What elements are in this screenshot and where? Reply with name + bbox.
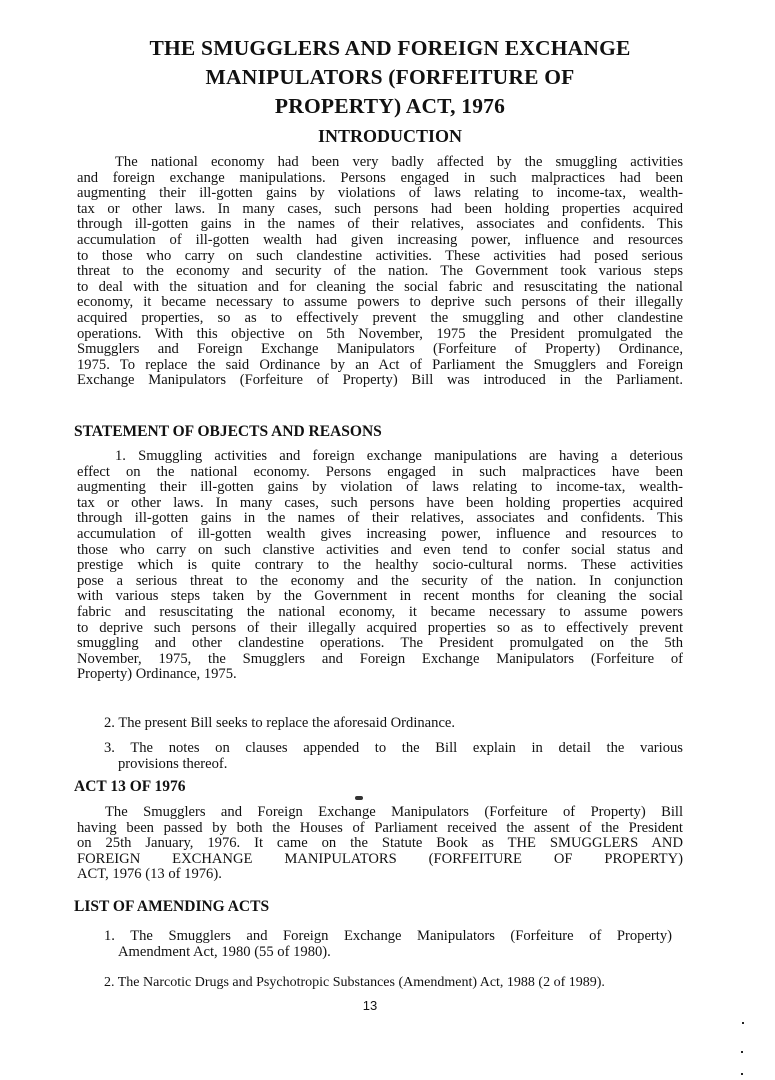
text-line: 1. Smuggling activities and foreign exchange manipulations are having a deterious [115, 448, 683, 464]
text-line: tax or other laws. In many cases, such persons had been holding properties acquired [77, 200, 683, 217]
text-line: through ill-gotten gains in the names of their relatives, associates and confidents. This [77, 216, 683, 233]
text-line: 3. The notes on clauses appended to the Bill explain in detail the various [104, 740, 683, 756]
page-number: 13 [362, 998, 378, 1013]
text-line: Property) Ordinance, 1975. [77, 666, 237, 683]
act-paragraph [77, 805, 683, 883]
text-line: with various steps taken by the Government in recent months for cleaning the social [77, 588, 683, 605]
text-line: tax or other laws. In many cases, such persons have been holding properties acquired [77, 494, 683, 511]
statement-item-3 [104, 741, 683, 772]
statement-item-2: 2. The present Bill seeks to replace the aforesaid Ordinance. [104, 715, 456, 731]
text-line: acquired properties, so as to effectively prevent the smuggling and other clandestine [77, 309, 683, 326]
text-line: through ill-gotten gains in the names of their relatives, associates and confidents. This [77, 510, 683, 527]
text-line: augmenting their ill-gotten gains by violation of laws relating to income-tax, wealth- [77, 479, 683, 496]
act-heading: ACT 13 OF 1976 [74, 778, 186, 795]
text-line: effect on the national economy. Persons engaged in such malpractices have been [77, 463, 683, 480]
text-line: pose a serious threat to the economy and the security of the nation. In conjunction [77, 572, 683, 589]
text-line: to those who carry on such clandestine activities. These activities had posed serious [77, 247, 683, 264]
title-line: MANIPULATORS (FORFEITURE OF [205, 65, 575, 89]
text-line: having been passed by both the Houses of Parliament received the assent of the President [77, 819, 683, 836]
text-line: prestige which is quite contrary to the healthy socio-cultural norms. These activities [77, 557, 683, 574]
text-line: Amendment Act, 1980 (55 of 1980). [118, 943, 331, 960]
amending-item-2: 2. The Narcotic Drugs and Psychotropic Substances (Amendment) Act, 1988 (2 of 1989). [104, 975, 605, 990]
amending-acts-heading: LIST OF AMENDING ACTS [74, 898, 270, 915]
text-line: ACT, 1976 (13 of 1976). [77, 866, 222, 883]
text-line: fabric and resuscitating the national economy, it became necessary to assume powers [77, 603, 683, 620]
text-line: The Smugglers and Foreign Exchange Manipulators (Forfeiture of Property) Bill [105, 804, 683, 820]
text-line: provisions thereof. [118, 755, 228, 772]
text-line: Exchange Manipulators (Forfeiture of Property) Bill was introduced in the Parliament. [77, 372, 683, 389]
scan-speck [741, 1073, 743, 1075]
text-line: Smugglers and Foreign Exchange Manipulators (Forfeiture of Property) Ordinance, [77, 341, 683, 358]
text-line: The national economy had been very badly affected by the smuggling activities [115, 154, 683, 170]
text-line: smuggling and other clandestine operations. The President promulgated on the 5th [77, 635, 683, 652]
statement-heading: STATEMENT OF OBJECTS AND REASONS [74, 423, 382, 440]
text-line: to deal with the situation and for cleaning the social fabric and resuscitating the national [77, 278, 683, 295]
title-line: THE SMUGGLERS AND FOREIGN EXCHANGE [149, 36, 631, 60]
text-line: augmenting their ill-gotten gains by violations of laws relating to income-tax, wealth- [77, 185, 683, 202]
text-line: economy, it became necessary to assume powers to deprive such persons of their illegally [77, 294, 683, 311]
text-line: FOREIGN EXCHANGE MANIPULATORS (FORFEITURE OF PROPERTY) [77, 850, 683, 867]
text-line: to deprive such persons of their illegally acquired properties so as to effectively prevent [77, 619, 683, 636]
ink-blot [355, 796, 363, 800]
text-line: 1. The Smugglers and Foreign Exchange Manipulators (Forfeiture of Property) [104, 928, 672, 944]
introduction-paragraph [77, 155, 683, 389]
text-line: threat to the economy and security of the nation. The Government took various steps [77, 263, 683, 280]
title-line: PROPERTY) ACT, 1976 [274, 94, 506, 118]
statement-paragraph-1 [77, 449, 683, 683]
text-line: accumulation of ill-gotten wealth gives increasing power, influence and resources to [77, 525, 683, 542]
text-line: 1975. To replace the said Ordinance by an Act of Parliament the Smugglers and Foreign [77, 356, 683, 373]
scan-speck [742, 1022, 744, 1024]
text-line: November, 1975, the Smugglers and Foreign Exchange Manipulators (Forfeiture of [77, 650, 683, 667]
scan-speck [741, 1051, 743, 1053]
text-line: on 25th January, 1976. It came on the Statute Book as THE SMUGGLERS AND [77, 835, 683, 852]
text-line: and foreign exchange manipulations. Persons engaged in such malpractices had been [77, 169, 683, 186]
act-title [90, 34, 690, 121]
amending-item-1 [104, 929, 672, 960]
text-line: operations. With this objective on 5th November, 1975 the President promulgated the [77, 325, 683, 342]
text-line: accumulation of ill-gotten wealth had given increasing power, influence and resources [77, 231, 683, 248]
text-line: those who carry on such clanstive activities and even tend to confer social status and [77, 541, 683, 558]
introduction-heading: INTRODUCTION [317, 126, 463, 146]
